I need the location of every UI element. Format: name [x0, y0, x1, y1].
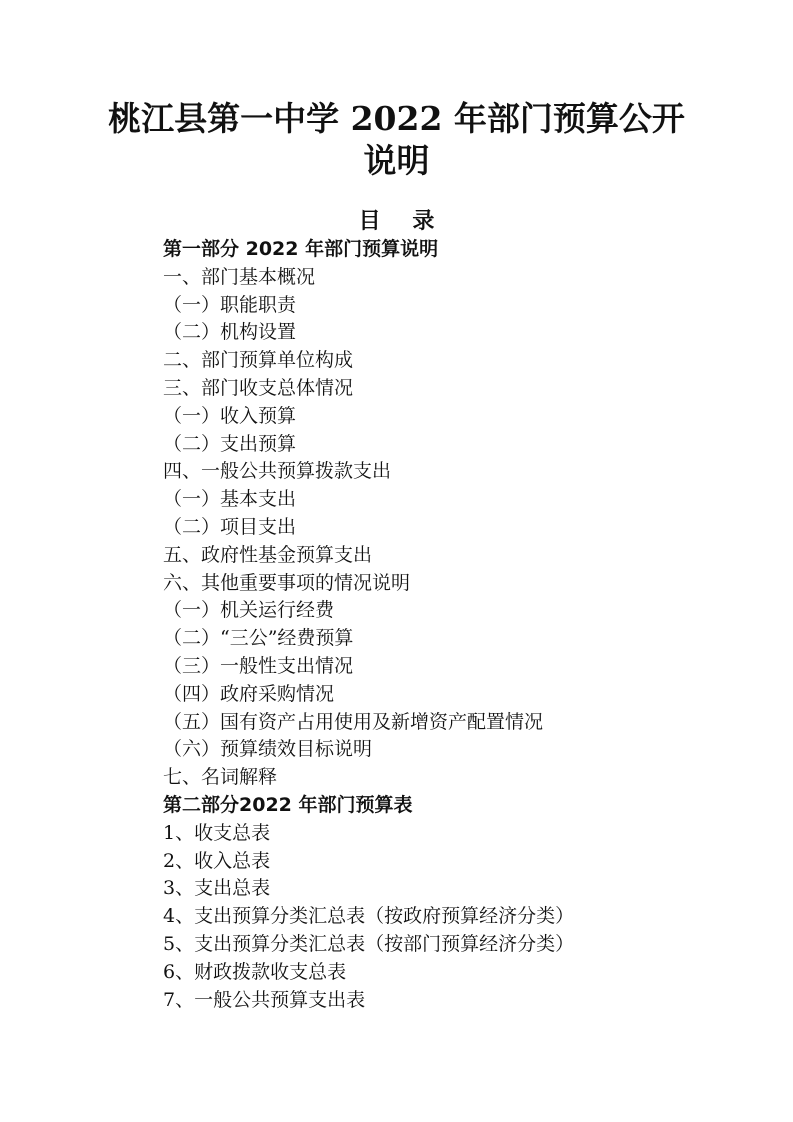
toc-entry: （六）预算绩效目标说明: [163, 738, 373, 761]
toc-entry: 三、部门收支总体情况: [163, 376, 354, 399]
toc-entry: 4、支出预算分类汇总表（按政府预算经济分类）: [163, 905, 575, 928]
toc-entry: 四、一般公共预算拨款支出: [163, 460, 392, 483]
toc-entry: 6、财政拨款收支总表: [163, 960, 347, 983]
document-title-continued: 说明: [363, 141, 430, 180]
toc-part-heading: 第二部分2022 年部门预算表: [163, 793, 413, 816]
document-title: 桃江县第一中学 2022 年部门预算公开: [108, 99, 685, 138]
toc-entry: （一）机关运行经费: [163, 599, 335, 622]
toc-entry: （四）政府采购情况: [163, 682, 335, 705]
toc-entry: （二）项目支出: [163, 515, 297, 538]
toc-entry: （二）“三公”经费预算: [163, 627, 354, 650]
toc-entry: 3、支出总表: [163, 877, 271, 900]
toc-entry: 2、收入总表: [163, 849, 271, 872]
toc-entry: 二、部门预算单位构成: [163, 349, 354, 372]
toc-entry: 一、部门基本概况: [163, 265, 316, 288]
toc-part-heading: 第一部分 2022 年部门预算说明: [163, 238, 439, 260]
toc-entry: （一）职能职责: [163, 293, 297, 316]
toc-entry: 五、政府性基金预算支出: [163, 543, 373, 566]
toc-entry: （一）收入预算: [163, 404, 297, 427]
toc-entry: 5、支出预算分类汇总表（按部门预算经济分类）: [163, 932, 575, 955]
toc-entry: 7、一般公共预算支出表: [163, 988, 366, 1011]
toc-entry: （二）机构设置: [163, 321, 297, 344]
toc-heading: 目 录: [358, 208, 447, 234]
toc-entry: 七、名词解释: [163, 766, 278, 789]
toc-entry: （一）基本支出: [163, 488, 297, 511]
toc-entry: （三）一般性支出情况: [163, 654, 354, 677]
toc-entry: 1、收支总表: [163, 821, 271, 844]
toc-entry: （二）支出预算: [163, 432, 297, 455]
table-of-contents: [163, 236, 763, 1014]
toc-entry: （五）国有资产占用使用及新增资产配置情况: [163, 710, 544, 733]
toc-entry: 六、其他重要事项的情况说明: [163, 571, 411, 594]
